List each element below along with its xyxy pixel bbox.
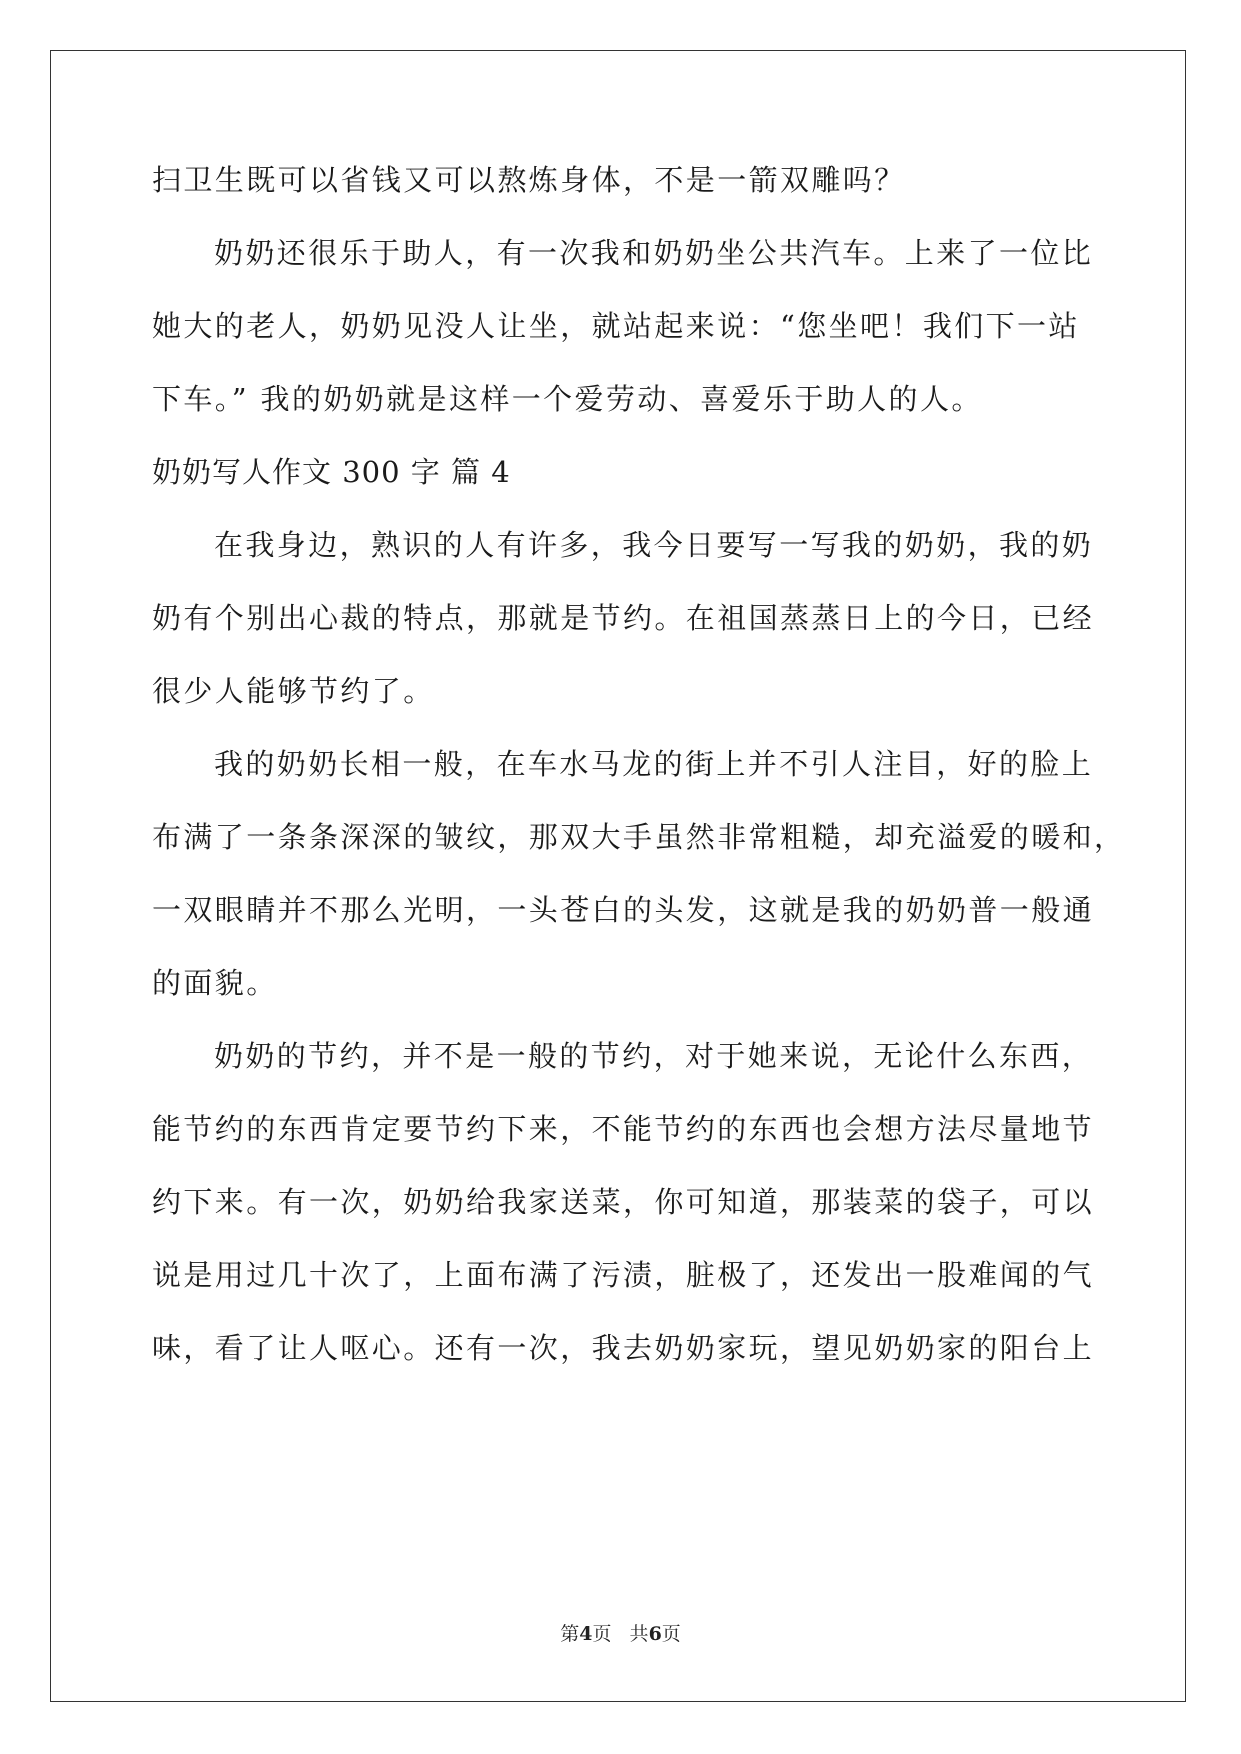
text-line: 下车。” 我的奶奶就是这样一个爱劳动、喜爱乐于助人的人。: [152, 382, 983, 416]
text-line: 的面貌。: [152, 966, 278, 1000]
text-line: 味，看了让人呕心。还有一次，我去奶奶家玩，望见奶奶家的阳台上: [152, 1331, 1095, 1365]
paragraph-start-line: 在我身边，熟识的人有许多，我今日要写一写我的奶奶，我的奶: [214, 528, 1094, 562]
current-page-number: 4: [579, 1623, 593, 1645]
total-pages-number: 6: [648, 1623, 662, 1645]
text-line: 约下来。有一次，奶奶给我家送菜，你可知道，那装菜的袋子，可以: [152, 1185, 1095, 1219]
text-line: 她大的老人，奶奶见没人让坐，就站起来说：“您坐吧！我们下一站: [152, 309, 1080, 343]
footer-prefix: 第: [560, 1623, 580, 1645]
text-line: 一双眼睛并不那么光明，一头苍白的头发，这就是我的奶奶普一般通: [152, 893, 1095, 927]
paragraph-start-line: 我的奶奶长相一般，在车水马龙的街上并不引人注目，好的脸上: [214, 747, 1094, 781]
page-border: [50, 50, 1186, 1702]
text-line: 能节约的东西肯定要节约下来，不能节约的东西也会想方法尽量地节: [152, 1112, 1095, 1146]
section-heading: 奶奶写人作文 300 字 篇 4: [152, 455, 511, 489]
text-line: 奶有个别出心裁的特点，那就是节约。在祖国蒸蒸日上的今日，已经: [152, 601, 1095, 635]
paragraph-start-line: 奶奶还很乐于助人，有一次我和奶奶坐公共汽车。上来了一位比: [214, 236, 1094, 270]
page-footer: [0, 1622, 1241, 1646]
text-line: 说是用过几十次了，上面布满了污渍，脏极了，还发出一股难闻的气: [152, 1258, 1095, 1292]
text-line: 布满了一条条深深的皱纹，那双大手虽然非常粗糙，却充溢爱的暖和，: [152, 820, 1126, 854]
text-line: 扫卫生既可以省钱又可以熬炼身体，不是一箭双雕吗？: [152, 163, 906, 197]
paragraph-start-line: 奶奶的节约，并不是一般的节约，对于她来说，无论什么东西，: [214, 1039, 1094, 1073]
footer-middle: 页 共: [592, 1623, 649, 1645]
footer-suffix: 页: [661, 1623, 681, 1645]
text-line: 很少人能够节约了。: [152, 674, 435, 708]
